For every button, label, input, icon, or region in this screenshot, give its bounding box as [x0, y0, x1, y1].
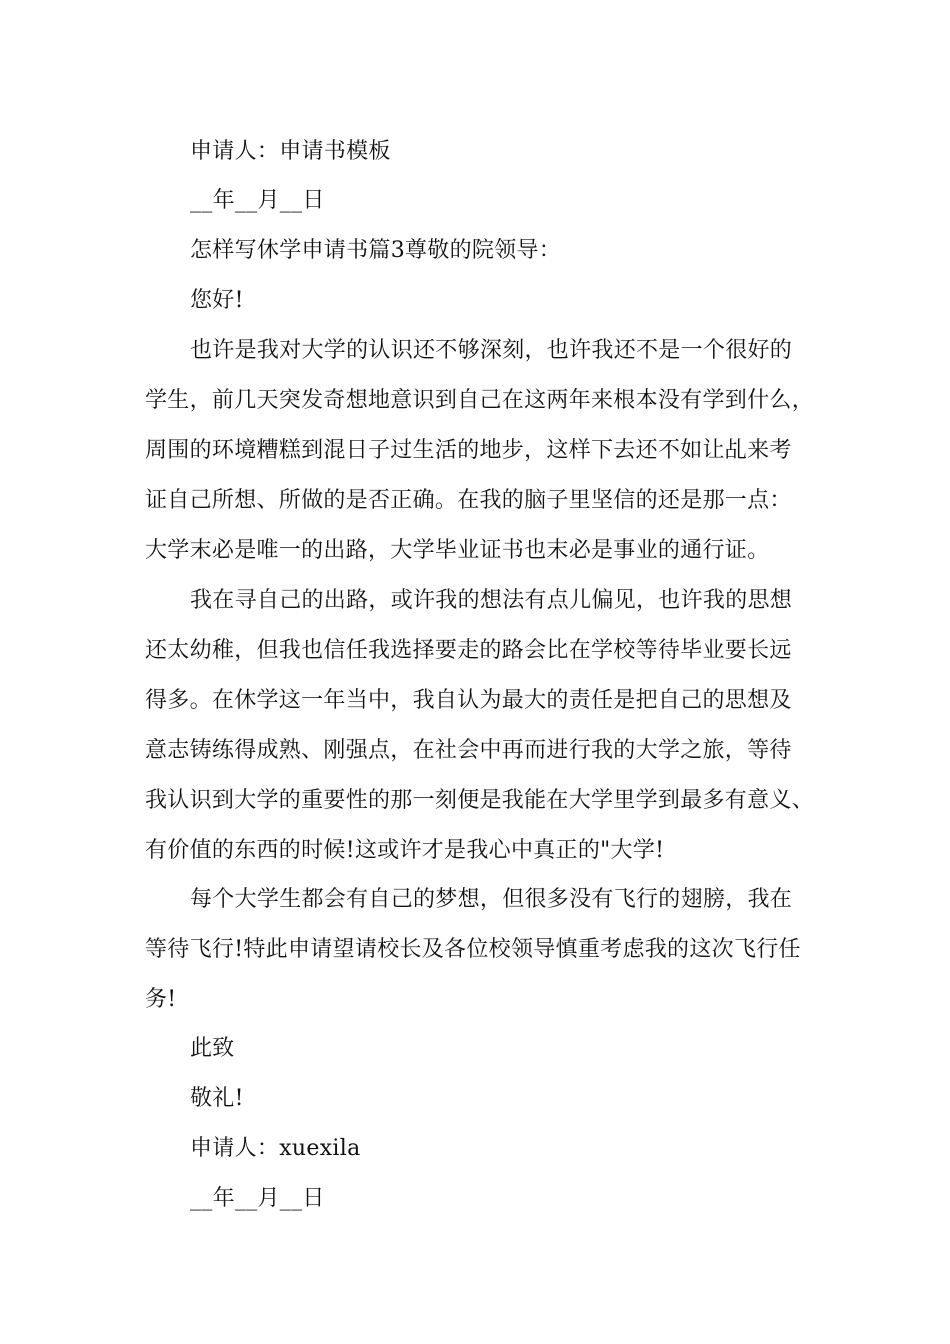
paragraph-2-line: 得多。在休学这一年当中，我自认为最大的责任是把自己的思想及 — [145, 688, 792, 713]
paragraph-2-line: 意志铸练得成熟、刚强点，在社会中再而进行我的大学之旅，等待 — [145, 738, 792, 763]
title-line: 怎样写休学申请书篇3尊敬的院领导： — [190, 238, 562, 263]
closing-salutation: 此致 — [190, 1036, 235, 1061]
paragraph-2-line: 还太幼稚，但我也信任我选择要走的路会比在学校等待毕业要长远 — [145, 638, 792, 663]
paragraph-1-line: 证自己所想、所做的是否正确。在我的脑子里坚信的还是那一点： — [145, 488, 792, 513]
greeting: 您好! — [190, 288, 244, 313]
paragraph-1-line: 大学末必是唯一的出路，大学毕业证书也末必是事业的通行证。 — [145, 538, 770, 563]
closing-regards: 敬礼! — [190, 1086, 244, 1111]
closing-date-line: __年__月__日 — [190, 1186, 325, 1211]
applicant-line: 申请人：申请书模板 — [190, 139, 391, 164]
paragraph-1-line: 学生，前几天突发奇想地意识到自己在这两年来根本没有学到什么， — [145, 388, 815, 413]
paragraph-2-line: 我在寻自己的出路，或许我的想法有点儿偏见，也许我的思想 — [190, 588, 793, 613]
paragraph-2-line: 有价值的东西的时候!这或许才是我心中真正的"大学! — [145, 838, 665, 863]
paragraph-1-line: 也许是我对大学的认识还不够深刻，也许我还不是一个很好的 — [190, 338, 793, 363]
paragraph-3-line: 务! — [145, 987, 177, 1012]
paragraph-1-line: 周围的环境糟糕到混日子过生活的地步，这样下去还不如让乩来考 — [145, 438, 792, 463]
paragraph-2-line: 我认识到大学的重要性的那一刻便是我能在大学里学到最多有意义、 — [145, 788, 815, 813]
paragraph-3-line: 等待飞行!特此申请望请校长及各位校领导慎重考虑我的这次飞行任 — [145, 937, 801, 962]
date-line: __年__月__日 — [190, 188, 325, 213]
closing-applicant-line: 申请人：xuexila — [190, 1136, 361, 1161]
paragraph-3-line: 每个大学生都会有自己的梦想，但很多没有飞行的翅膀，我在 — [190, 887, 793, 912]
